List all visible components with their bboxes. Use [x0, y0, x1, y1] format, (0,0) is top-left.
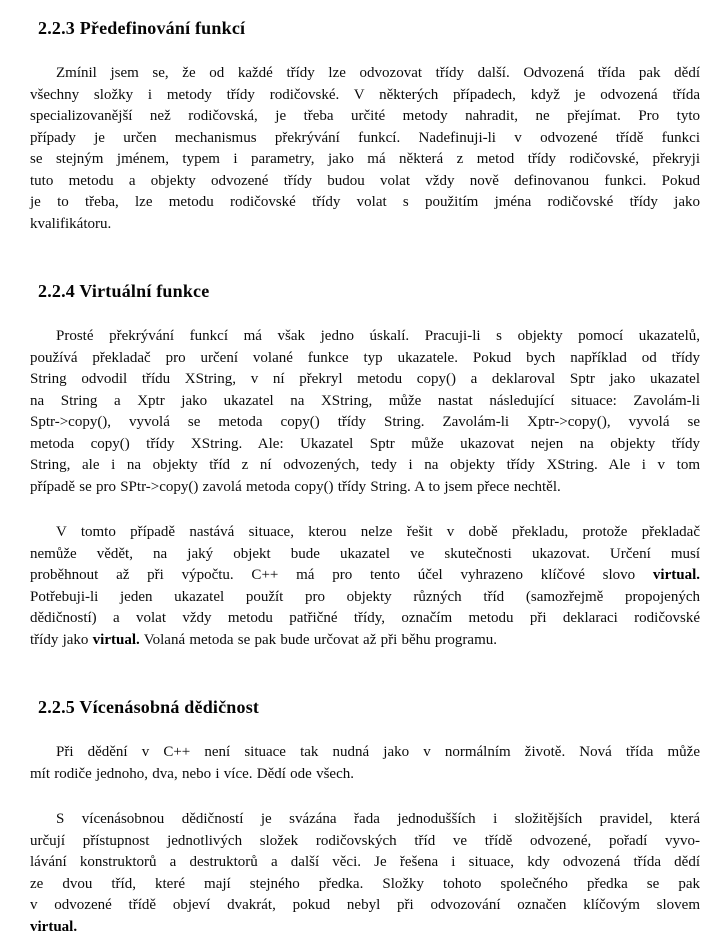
text-line	[30, 149, 700, 171]
text-segment: specializovanější než rodičovská, je třeba určité metody nahradit, ne přejímat. Pro tyto	[30, 108, 700, 124]
text-line	[30, 326, 700, 348]
section-heading: 2.2.3 Předefinování funkcí	[38, 18, 246, 38]
text-segment: v odvozené třídě objeví dvakrát, pokud nebyl při odvozování označen klíčovým slovem	[30, 897, 700, 913]
text-line	[30, 63, 700, 85]
paragraph	[30, 809, 700, 938]
text-segment: případě se pro SPtr->copy() zavolá metoda copy() třídy String. A to jsem přece nechtěl.	[30, 478, 561, 495]
section-heading: 2.2.5 Vícenásobná dědičnost	[38, 697, 260, 717]
text-segment: String odvodil třídu XString, v ní překryl metodu copy() a deklaroval Sptr jako ukazatel	[30, 371, 700, 387]
text-line	[30, 764, 700, 786]
paragraph	[30, 522, 700, 651]
text-line	[30, 852, 700, 874]
section-heading: 2.2.4 Virtuální funkce	[38, 281, 210, 301]
text-segment: V tomto případě nastává situace, kterou nelze řešit v době překladu, protože překladač	[56, 524, 700, 540]
text-segment: S vícenásobnou dědičností je svázána řada jednodušších i složitějších pravidel, která	[56, 811, 700, 827]
text-line	[30, 434, 700, 456]
text-segment: proběhnout až při výpočtu. C++ má pro tento účel vyhrazeno klíčové slovo	[30, 567, 653, 583]
text-segment: tuto metodu a objekty odvozené třídy budou volat vždy nově definovanou funkci. Pokud	[30, 172, 700, 189]
text-line	[30, 809, 700, 831]
text-segment: na String a Xptr jako ukazatel na XString, může nastat následující situace: Zavolám-li	[30, 392, 700, 409]
text-segment: používá překladač pro určení volané funkce typ ukazatele. Pokud bych například od třídy	[30, 349, 700, 366]
section	[30, 281, 700, 651]
text-line	[30, 895, 700, 917]
text-segment: kvalifikátoru.	[30, 215, 112, 232]
paragraph	[30, 742, 700, 785]
text-segment: všechny složky i metody třídy rodičovské. V některých případech, když je odvozená třída	[30, 86, 700, 103]
text-segment: Volaná metoda se pak bude určovat až při běhu programu.	[139, 631, 498, 648]
text-segment: Zmínil jsem se, že od každé třídy lze odvozovat třídy další. Odvozená třída pak dědí	[56, 65, 700, 81]
paragraph	[30, 326, 700, 498]
text-line	[30, 544, 700, 566]
text-segment: určují přístupnost jednotlivých složek rodičovských tříd ve třídě odvozené, pořadí vyvo-	[30, 832, 700, 849]
text-line	[30, 214, 700, 236]
text-line	[30, 369, 700, 391]
text-line	[30, 106, 700, 128]
section	[30, 697, 700, 938]
text-segment: nemůže vědět, na jaký objekt bude ukazatel ve skutečnosti ukazovat. Určení musí	[30, 545, 700, 562]
text-line	[30, 412, 700, 434]
text-line	[30, 455, 700, 477]
text-line	[30, 587, 700, 609]
text-line	[30, 630, 700, 652]
text-line	[30, 608, 700, 630]
keyword-virtual: virtual.	[30, 918, 78, 935]
section	[30, 18, 700, 235]
text-segment: Potřebuji-li jeden ukazatel použít pro objekty různých tříd (samozřejmě propojených	[30, 588, 700, 605]
text-segment: dědičností) a volat vždy metodu patřičné třídy, označím metodu při deklaraci rodičovské	[30, 610, 700, 626]
text-segment: se stejným jménem, typem i parametry, jako má některá z metod třídy rodičovské, překryji	[30, 151, 700, 167]
text-line	[30, 192, 700, 214]
text-segment: Při dědění v C++ není situace tak nudná jako v normálním životě. Nová třída může	[56, 744, 700, 760]
text-segment: Sptr->copy(), vyvolá se metoda copy() třídy String. Zavolám-li Xptr->copy(), vyvolá se	[30, 414, 700, 430]
text-line	[30, 565, 700, 587]
text-line	[30, 831, 700, 853]
keyword-virtual: virtual.	[652, 567, 700, 583]
text-segment: metoda copy() třídy XString. Ale: Ukazatel Sptr může ukazovat nejen na objekty třídy	[30, 435, 700, 452]
text-segment: String, ale i na objekty tříd z ní odvozených, tedy i na objekty třídy XString. Ale i v tom	[30, 457, 700, 473]
text-line	[30, 391, 700, 413]
text-segment: případy je určen mechanismus překrývání funkcí. Nadefinuji-li v odvozené třídě funkci	[30, 129, 700, 146]
text-line	[30, 874, 700, 896]
text-line	[30, 348, 700, 370]
text-segment: je to třeba, lze metodu rodičovské třídy volat s použitím jména rodičovské třídy jako	[30, 194, 700, 210]
text-segment: Prosté překrývání funkcí má však jedno úskalí. Pracuji-li s objekty pomocí ukazatelů,	[56, 328, 700, 344]
text-segment: mít rodiče jednoho, dva, nebo i více. Dědí ode všech.	[30, 765, 354, 782]
paragraph	[30, 63, 700, 235]
text-line	[30, 477, 700, 499]
text-line	[30, 85, 700, 107]
text-line	[30, 171, 700, 193]
text-line	[30, 917, 700, 939]
text-segment: třídy jako	[30, 631, 93, 648]
text-segment: lávání konstruktorů a destruktorů a další věci. Je řešena i situace, kdy odvozená třída dědí	[30, 854, 700, 870]
text-line	[30, 128, 700, 150]
text-segment: ze dvou tříd, které mají stejného předka. Složky tohoto společného předka se pak	[30, 875, 700, 892]
keyword-virtual: virtual.	[92, 631, 140, 648]
text-line	[30, 742, 700, 764]
text-line	[30, 522, 700, 544]
